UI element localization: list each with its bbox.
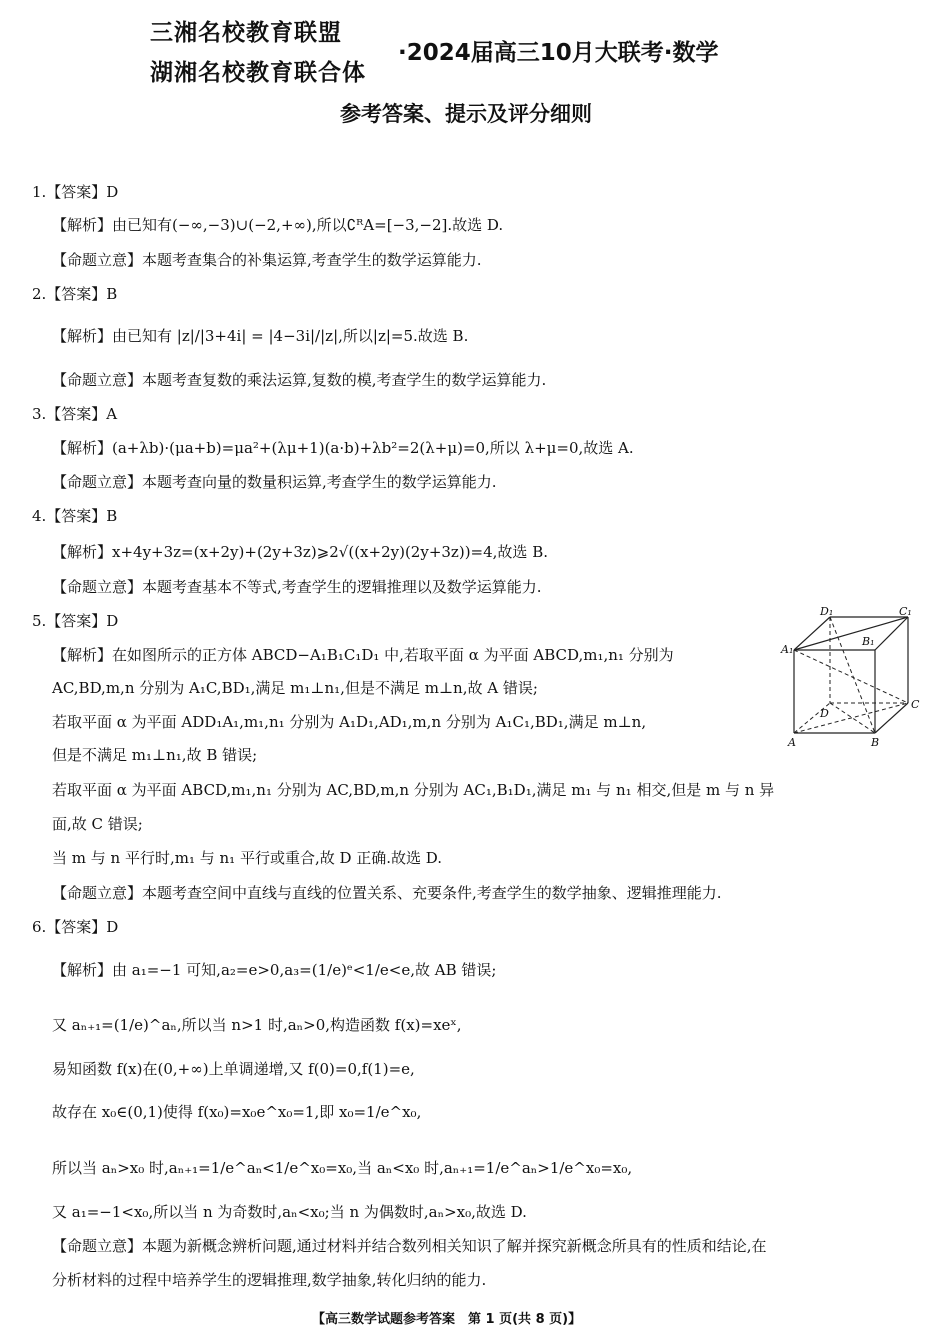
q6-line-5: 所以当 aₙ>x₀ 时,aₙ₊₁=1/e^aₙ<1/e^x₀=x₀,当 aₙ<x₀ 时,aₙ₊₁=1/e^aₙ>1/e^x₀=x₀,	[52, 1159, 633, 1177]
q4-analysis: 【解析】x+4y+3z=(x+2y)+(2y+3z)⩾2√((x+2y)(2y+3z))=4,故选 B.	[52, 543, 548, 561]
q5-line-3: 若取平面 α 为平面 ADD₁A₁,m₁,n₁ 分别为 A₁D₁,AD₁,m,n 分别为 A₁C₁,BD₁,满足 m⊥n,	[52, 713, 647, 731]
q6-line-4: 故存在 x₀∈(0,1)使得 f(x₀)=x₀e^x₀=1,即 x₀=1/e^x₀,	[52, 1103, 422, 1121]
q6-answer: 6.【答案】D	[32, 918, 119, 936]
q5-answer: 5.【答案】D	[32, 612, 119, 630]
q3-answer: 3.【答案】A	[32, 405, 118, 423]
q6-intent-line-1: 【命题立意】本题为新概念辨析问题,通过材料并结合数列相关知识了解并探究新概念所具有的性质和结论,在	[52, 1237, 767, 1255]
q5-line-6: 面,故 C 错误;	[52, 815, 143, 833]
q6-line-1: 【解析】由 a₁=−1 可知,a₂=e>0,a₃=(1/e)ᵉ<1/e<e,故 AB 错误;	[52, 961, 497, 979]
q3-analysis: 【解析】(a+λb)·(μa+b)=μa²+(λμ+1)(a·b)+λb²=2(λ+μ)=0,所以 λ+μ=0,故选 A.	[52, 439, 634, 457]
q1-intent: 【命题立意】本题考查集合的补集运算,考查学生的数学运算能力.	[52, 251, 482, 269]
q3-intent: 【命题立意】本题考查向量的数量积运算,考查学生的数学运算能力.	[52, 473, 497, 491]
label-c1: C₁	[899, 605, 912, 618]
label-b1: B₁	[862, 635, 875, 648]
q6-line-6: 又 a₁=−1<x₀,所以当 n 为奇数时,aₙ<x₀;当 n 为偶数时,aₙ>x₀,故选 D.	[52, 1203, 527, 1221]
q5-line-4: 但是不满足 m₁⊥n₁,故 B 错误;	[52, 746, 258, 764]
org-line-1: 三湘名校教育联盟	[150, 20, 342, 46]
org-line-2: 湖湘名校教育联合体	[150, 60, 366, 86]
q2-answer: 2.【答案】B	[32, 285, 118, 303]
q6-intent-line-2: 分析材料的过程中培养学生的逻辑推理,数学抽象,转化归纳的能力.	[52, 1271, 487, 1289]
hidden-db	[830, 703, 875, 733]
q2-intent: 【命题立意】本题考查复数的乘法运算,复数的模,考查学生的数学运算能力.	[52, 371, 547, 389]
hidden-a1c	[794, 650, 908, 703]
q5-line-1: 【解析】在如图所示的正方体 ABCD−A₁B₁C₁D₁ 中,若取平面 α 为平面 ABCD,m₁,n₁ 分别为	[52, 646, 674, 664]
page-footer: 【高三数学试题参考答案 第 1 页(共 8 页)】	[312, 1312, 582, 1327]
q6-line-3: 易知函数 f(x)在(0,+∞)上单调递增,又 f(0)=0,f(1)=e,	[52, 1060, 415, 1078]
label-d1: D₁	[820, 605, 834, 618]
exam-title: ·2024届高三10月大联考·数学	[398, 40, 719, 66]
q2-analysis: 【解析】由已知有 |z|/|3+4i| = |4−3i|/|z|,所以|z|=5.故选 B.	[52, 327, 469, 345]
q1-answer: 1.【答案】D	[32, 183, 119, 201]
label-d: D	[820, 707, 829, 720]
label-a: A	[788, 736, 796, 749]
q4-intent: 【命题立意】本题考查基本不等式,考查学生的逻辑推理以及数学运算能力.	[52, 578, 542, 596]
label-a1: A₁	[781, 643, 794, 656]
q5-line-5: 若取平面 α 为平面 ABCD,m₁,n₁ 分别为 AC,BD,m,n 分别为 AC₁,B₁D₁,满足 m₁ 与 n₁ 相交,但是 m 与 n 异	[52, 781, 775, 799]
label-b: B	[871, 736, 880, 749]
cube-figure	[780, 605, 925, 750]
page-subtitle: 参考答案、提示及评分细则	[340, 102, 592, 126]
q6-line-2: 又 aₙ₊₁=(1/e)^aₙ,所以当 n>1 时,aₙ>0,构造函数 f(x)=xeˣ,	[52, 1016, 462, 1034]
q5-intent: 【命题立意】本题考查空间中直线与直线的位置关系、充要条件,考查学生的数学抽象、逻辑推理能力.	[52, 884, 722, 902]
q5-line-2: AC,BD,m,n 分别为 A₁C,BD₁,满足 m₁⊥n₁,但是不满足 m⊥n,故 A 错误;	[52, 679, 538, 697]
q5-line-7: 当 m 与 n 平行时,m₁ 与 n₁ 平行或重合,故 D 正确.故选 D.	[52, 849, 443, 867]
q4-answer: 4.【答案】B	[32, 507, 118, 525]
label-c: C	[911, 698, 920, 711]
q1-analysis: 【解析】由已知有(−∞,−3)∪(−2,+∞),所以∁ᴿA=[−3,−2].故选 D.	[52, 216, 504, 234]
